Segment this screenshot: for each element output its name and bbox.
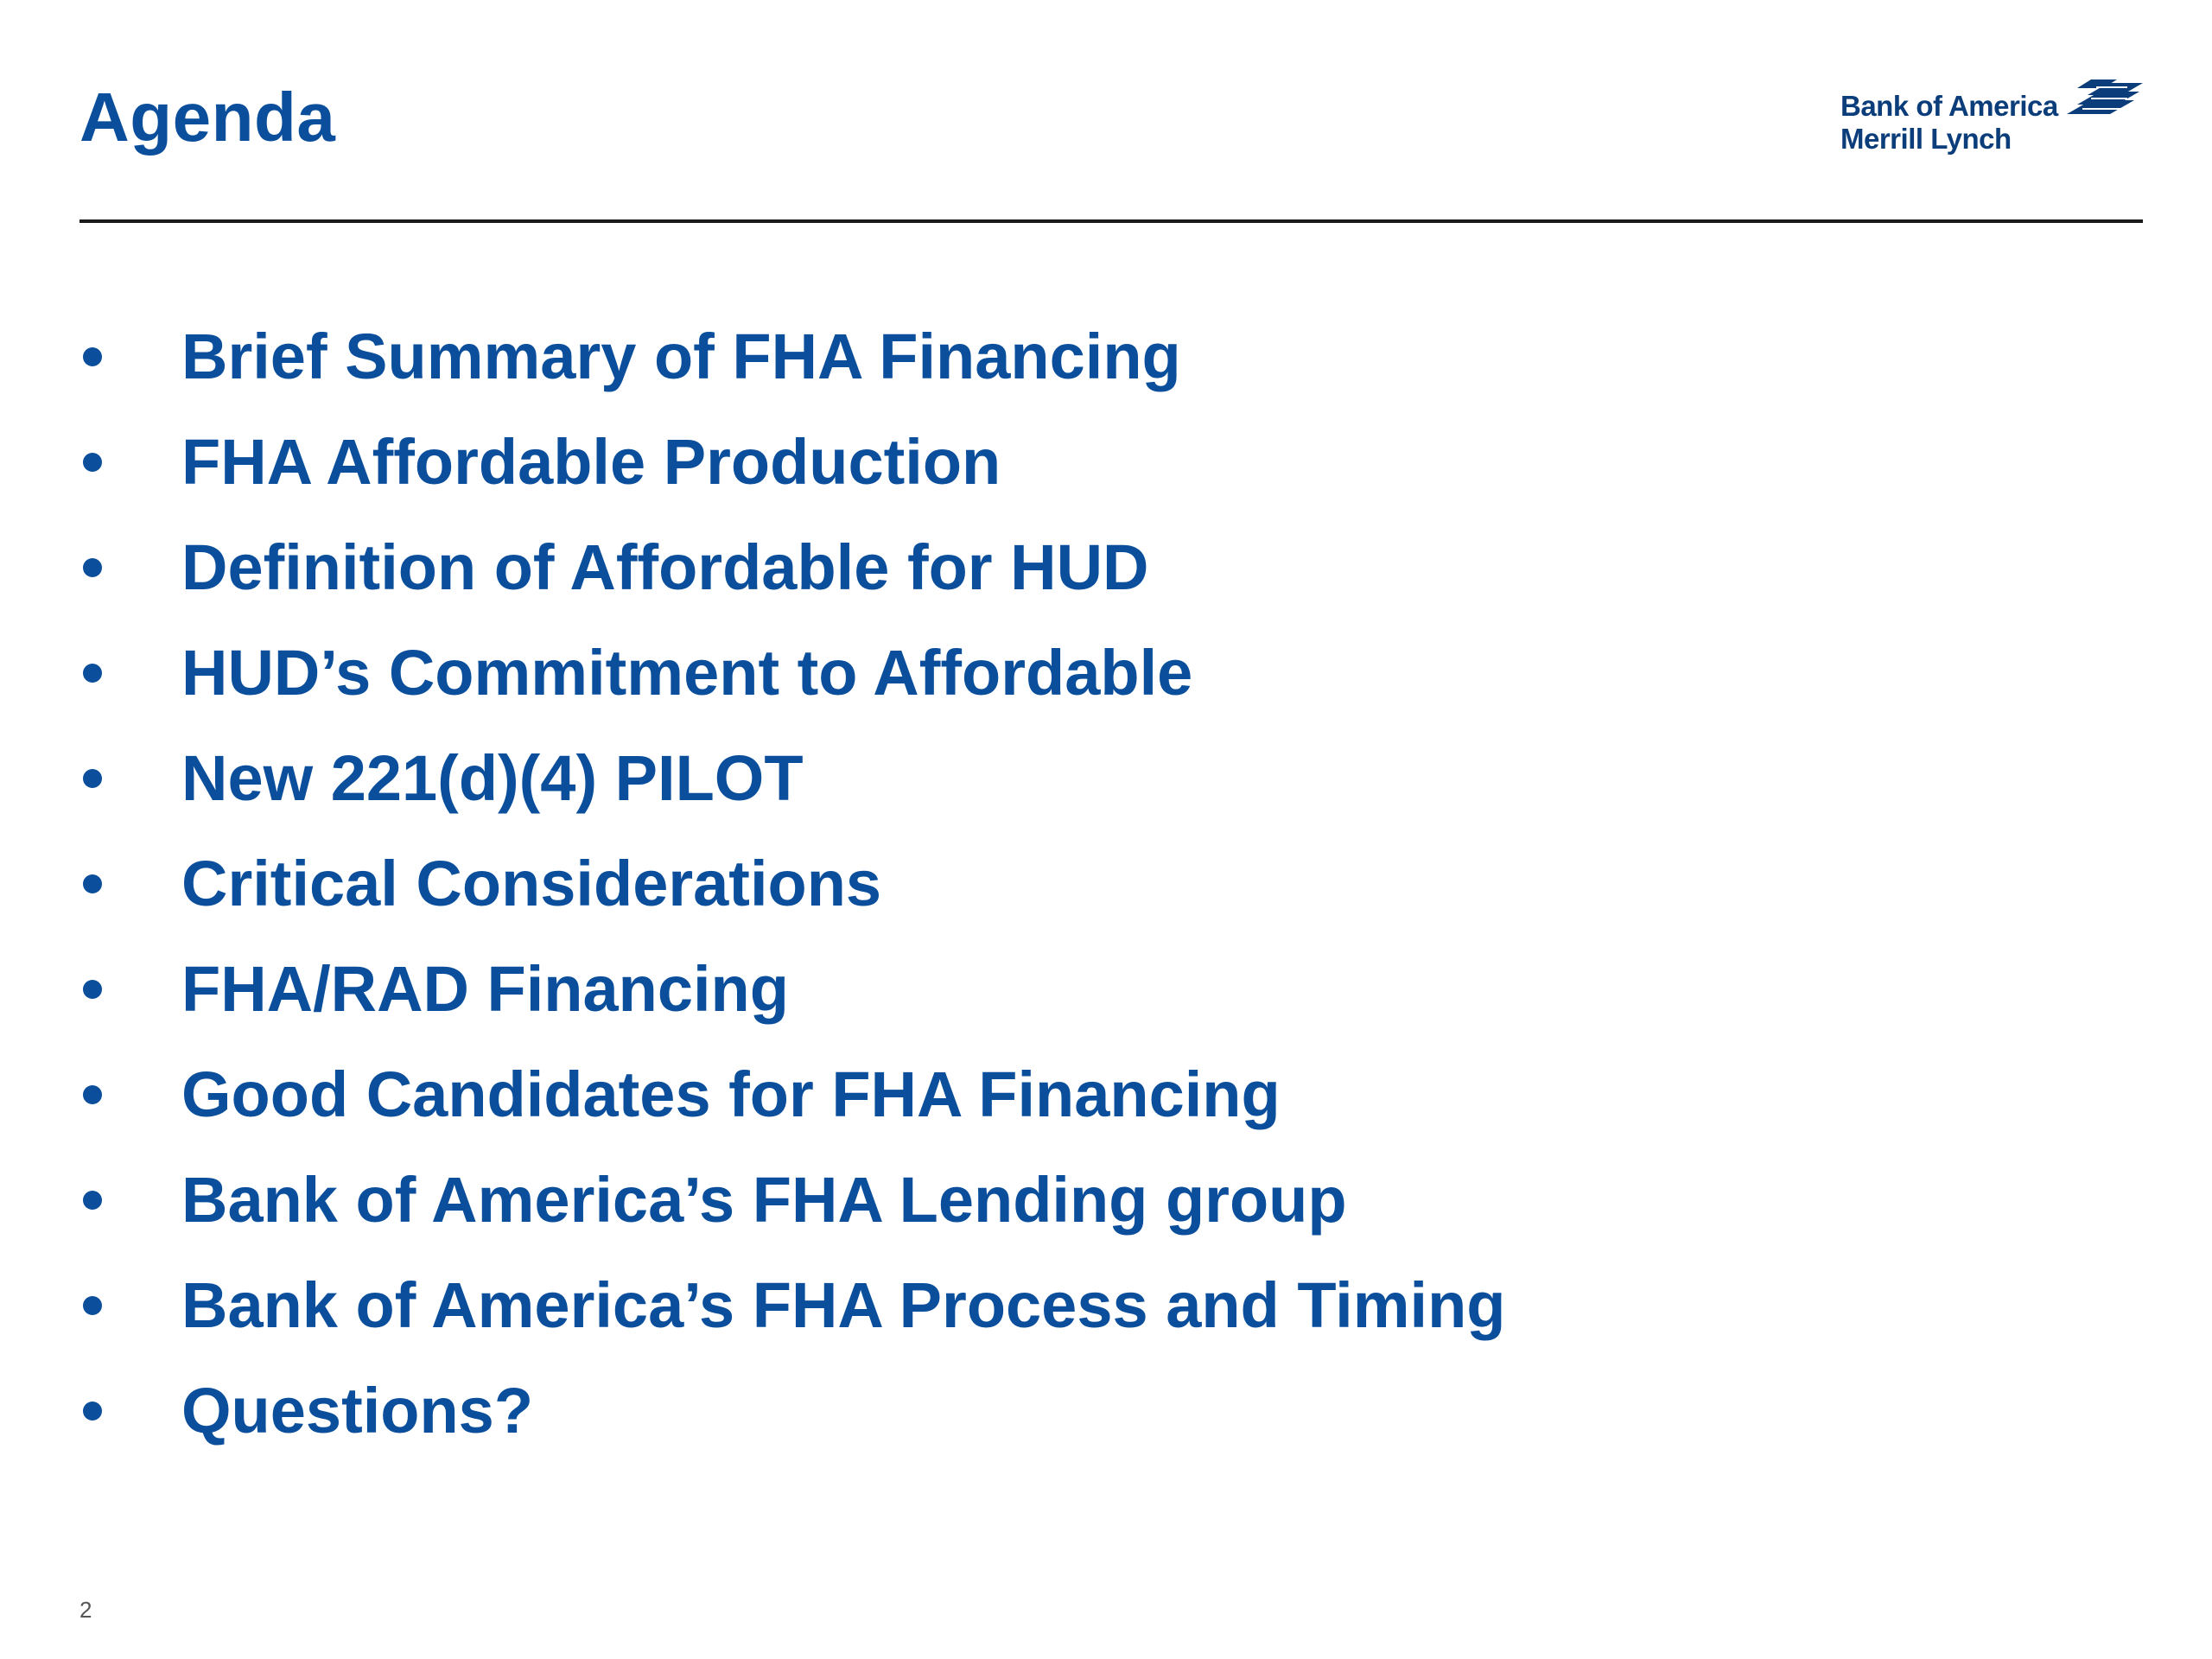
bullet-icon [83,347,102,366]
flagscape-icon [2065,78,2145,116]
bullet-icon [83,1191,102,1210]
agenda-item-label: FHA/RAD Financing [181,953,789,1025]
title-divider [79,219,2143,223]
logo-line-2: Merrill Lynch [1840,123,2012,155]
bullet-icon [83,874,102,893]
agenda-item-label: Bank of America’s FHA Process and Timing [181,1269,1506,1341]
bullet-icon [83,1296,102,1315]
agenda-item-label: Good Candidates for FHA Financing [181,1058,1281,1130]
page-title: Agenda [79,79,336,156]
agenda-item-label: HUD’s Commitment to Affordable [181,637,1193,709]
bank-of-america-merrill-lynch-logo [1840,78,2152,164]
logo-line-1: Bank of America [1840,90,2058,122]
bullet-icon [83,558,102,577]
agenda-item-label: Bank of America’s FHA Lending group [181,1164,1347,1236]
bullet-icon [83,453,102,472]
bullet-icon [83,1085,102,1104]
agenda-item-label: FHA Affordable Production [181,426,1001,498]
agenda-item-label: Critical Considerations [181,848,882,919]
agenda-item-label: Definition of Affordable for HUD [181,531,1149,603]
agenda-item-label: Questions? [181,1375,534,1446]
bullet-icon [83,980,102,999]
agenda-item-label: Brief Summary of FHA Financing [181,321,1181,392]
bullet-icon [83,664,102,683]
bullet-icon [83,1402,102,1421]
bullet-icon [83,769,102,788]
page-number: 2 [79,1597,92,1623]
agenda-item-label: New 221(d)(4) PILOT [181,742,804,814]
